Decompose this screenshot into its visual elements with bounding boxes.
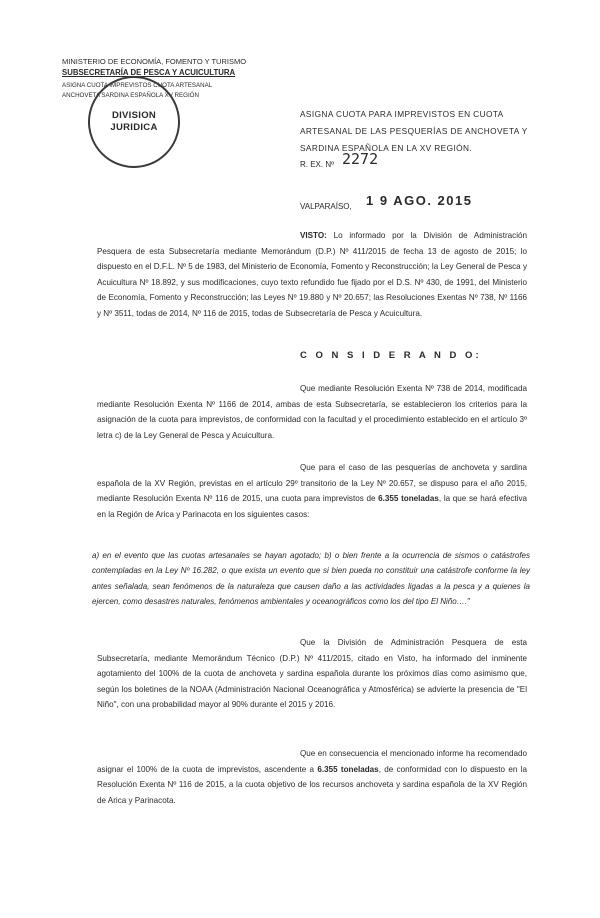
resolution-number: 2272 bbox=[342, 150, 379, 168]
visto-heading: VISTO: bbox=[300, 231, 327, 240]
subsecretaria-name: SUBSECRETARÍA DE PESCA Y ACUICULTURA bbox=[62, 68, 236, 77]
p2-text-b: , la que se hará efectiva en la Región de Arica y Parinacota en los siguientes casos: bbox=[97, 494, 528, 519]
division-juridica-stamp bbox=[88, 76, 180, 168]
considerando-heading: C O N S I D E R A N D O: bbox=[300, 350, 482, 361]
p4-text-a: Que en consecuencia el mencionado informe ha recomendado asignar el 100% de la cuota de imprevistos, ascendente a bbox=[97, 749, 527, 774]
visto-text: Lo informado por la División de Administración Pesquera de esta Subsecretaría mediante Memorándum (D.P.) Nº 411/2015 de fecha 13 de agosto de 2015; lo dispuesto en el D.F.L. Nº 5 de 1983, del Ministerio de Economía, Fomento y Reconstrucción; la Ley General de Pesca y Acuicultura Nº 18.892, y sus modificaciones, cuyo texto refundido fue fijado por el D.S. Nº 430, de 1991, del Ministerio de Economía, Fomento y Reconstrucción; las Leyes Nº 19.880 y Nº 20.657; las Resoluciones Exentas Nº 738, Nº 1166 y Nº 3511, todas de 2014, Nº 116 de 2015, todas de Subsecretaría de Pesca y Acuicultura. bbox=[97, 231, 527, 318]
considerando-paragraph-3: Que la División de Administración Pesquera de esta Subsecretaría, mediante Memorándum Técnico (D.P.) Nº 411/2015, citado en Visto, ha informado del inminente agotamiento del 100% de la cuota de anchoveta y sardina española durante los próximos días como asimismo que, según los boletines de la NOAA (Administración Nacional Oceanográfica y Atmosférica) se advierte la presencia de "El Niño", con una probabilidad mayor al 90% durante el 2015 y 2016. bbox=[97, 638, 527, 710]
stamp-line-2: JURIDICA bbox=[110, 122, 158, 133]
p2-tonnage: 6.355 toneladas bbox=[378, 494, 439, 504]
p2-text-a: Que para el caso de las pesquerías de anchoveta y sardina española de la XV Región, previstas en el artículo 29º transitorio de la Ley Nº 20.657, se dispuso para el año 2015, mediante Resolución Exenta Nº 116 de 2015, una cuota para imprevistos de bbox=[97, 463, 527, 504]
ministry-name: MINISTERIO DE ECONOMÍA, FOMENTO Y TURISMO bbox=[62, 57, 247, 66]
considerando-paragraph-2 bbox=[97, 460, 527, 522]
quoted-cases: a) en el evento que las cuotas artesanales se hayan agotado; b) o bien frente a la ocurrencia de sismos o catástrofes contempladas en la Ley Nº 16.282, o que exista un evento que si bien pueda no constituir una catástrofe conforme la ley antes señalada, sean fenómenos de la naturaleza que causen daño a las actividades ligadas a la pesca y a quienes la ejercen, como desastres naturales, fenómenos ambientales y oceanográficos como los del tipo El Niño…." bbox=[92, 551, 530, 607]
resolution-subject: ASIGNA CUOTA PARA IMPREVISTOS EN CUOTA ARTESANAL DE LAS PESQUERÍAS DE ANCHOVETA Y SARDINA ESPAÑOLA EN LA XV REGIÓN. bbox=[300, 109, 528, 153]
reference-line-2: ANCHOVETA SARDINA ESPAÑOLA XV REGIÓN bbox=[62, 92, 199, 99]
place-label: VALPARAÍSO, bbox=[300, 202, 352, 211]
date-stamp: 1 9 AGO. 2015 bbox=[366, 193, 473, 208]
stamp-line-1: DIVISION bbox=[111, 110, 157, 121]
considerando-paragraph-4 bbox=[97, 746, 527, 808]
resolution-label: R. EX. Nº bbox=[300, 160, 335, 169]
p4-tonnage: 6.355 toneladas bbox=[317, 764, 379, 774]
visto-paragraph bbox=[97, 228, 527, 322]
reference-line-1: ASIGNA CUOTA IMPREVISTOS CUOTA ARTESANAL bbox=[62, 82, 213, 89]
considerando-paragraph-1: Que mediante Resolución Exenta Nº 738 de 2014, modificada mediante Resolución Exenta Nº 1166 de 2014, ambas de esta Subsecretaría, se establecieron los criterios para la asignación de la cuota para imprevistos, de conformidad con la facultad y el procedimiento establecido en el artículo 3º letra c) de la Ley General de Pesca y Acuicultura. bbox=[97, 384, 527, 440]
p4-text-b: , de conformidad con lo dispuesto en la Resolución Exenta Nº 116 de 2015, a la cuota objetivo de los recursos anchoveta y sardina española de la XV Región de Arica y Parinacota. bbox=[97, 764, 527, 805]
